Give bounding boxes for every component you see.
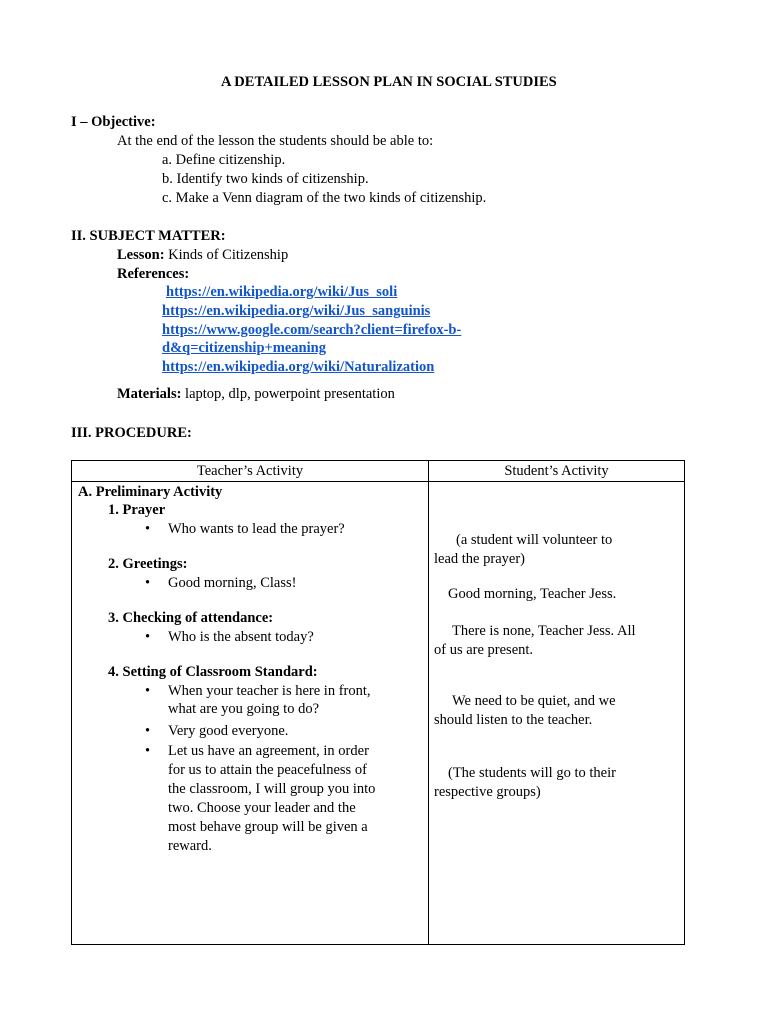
standard-praise: Very good everyone. xyxy=(168,723,289,739)
materials-label: Materials: xyxy=(117,386,182,402)
student-standard-line-2: should listen to the teacher. xyxy=(434,712,593,728)
agreement-line-3: the classroom, I will group you into xyxy=(168,781,376,797)
student-standard-line-1: We need to be quiet, and we xyxy=(452,693,616,709)
teacher-activity-header: Teacher’s Activity xyxy=(72,461,429,482)
lesson-value: Kinds of Citizenship xyxy=(168,247,289,263)
objective-item-c: c. Make a Venn diagram of the two kinds of citizenship. xyxy=(162,190,487,206)
student-activity-header: Student’s Activity xyxy=(429,461,685,482)
lesson-label: Lesson: xyxy=(117,247,165,263)
greetings-line: Good morning, Class! xyxy=(168,575,297,591)
bullet-icon: • xyxy=(145,629,151,645)
materials-value: laptop, dlp, powerpoint presentation xyxy=(185,386,395,402)
standard-question-line-1: When your teacher is here in front, xyxy=(168,683,371,699)
standard-question-line-2: what are you going to do? xyxy=(168,701,320,717)
subject-matter-heading: II. SUBJECT MATTER: xyxy=(71,228,226,244)
preliminary-activity-title: A. Preliminary Activity xyxy=(78,484,223,500)
classroom-standard-title: 4. Setting of Classroom Standard: xyxy=(108,664,318,680)
objective-heading: I – Objective: xyxy=(71,114,156,130)
bullet-icon: • xyxy=(145,521,151,537)
procedure-table xyxy=(71,460,685,945)
objective-item-b: b. Identify two kinds of citizenship. xyxy=(162,171,369,187)
reference-link-google-search[interactable]: https://www.google.com/search?client=firefox-b- xyxy=(162,322,462,338)
objective-intro: At the end of the lesson the students should be able to: xyxy=(117,133,434,149)
agreement-line-4: two. Choose your leader and the xyxy=(168,800,356,816)
student-prayer-line-2: lead the prayer) xyxy=(434,551,525,567)
student-prayer-line-1: (a student will volunteer to xyxy=(456,532,613,548)
reference-link-google-search-cont[interactable]: d&q=citizenship+meaning xyxy=(162,340,326,356)
bullet-icon: • xyxy=(145,743,151,759)
prayer-question: Who wants to lead the prayer? xyxy=(168,521,345,537)
bullet-icon: • xyxy=(145,575,151,591)
greetings-title: 2. Greetings: xyxy=(108,556,188,572)
prayer-title: 1. Prayer xyxy=(108,502,166,518)
references-label: References: xyxy=(117,266,190,282)
bullet-icon: • xyxy=(145,723,151,739)
attendance-title: 3. Checking of attendance: xyxy=(108,610,274,626)
materials-line xyxy=(117,385,395,403)
student-activity-cell xyxy=(429,482,685,945)
agreement-line-1: Let us have an agreement, in order xyxy=(168,743,369,759)
agreement-line-2: for us to attain the peacefulness of xyxy=(168,762,367,778)
student-groups-line-2: respective groups) xyxy=(434,784,541,800)
reference-link-jus-soli[interactable]: https://en.wikipedia.org/wiki/Jus_soli xyxy=(166,284,398,300)
procedure-heading: III. PROCEDURE: xyxy=(71,425,192,441)
lesson-line xyxy=(117,246,288,264)
student-attendance-line-2: of us are present. xyxy=(434,642,534,658)
teacher-activity-cell xyxy=(72,482,429,945)
reference-link-naturalization[interactable]: https://en.wikipedia.org/wiki/Naturalization xyxy=(162,359,435,375)
document-title: A DETAILED LESSON PLAN IN SOCIAL STUDIES xyxy=(221,74,557,90)
student-greeting: Good morning, Teacher Jess. xyxy=(448,586,617,602)
attendance-question: Who is the absent today? xyxy=(168,629,314,645)
bullet-icon: • xyxy=(145,683,151,699)
objective-item-a: a. Define citizenship. xyxy=(162,152,286,168)
student-groups-line-1: (The students will go to their xyxy=(448,765,616,781)
agreement-line-5: most behave group will be given a xyxy=(168,819,368,835)
reference-link-jus-sanguinis[interactable]: https://en.wikipedia.org/wiki/Jus_sanguinis xyxy=(162,303,431,319)
agreement-line-6: reward. xyxy=(168,838,212,854)
student-attendance-line-1: There is none, Teacher Jess. All xyxy=(452,623,636,639)
